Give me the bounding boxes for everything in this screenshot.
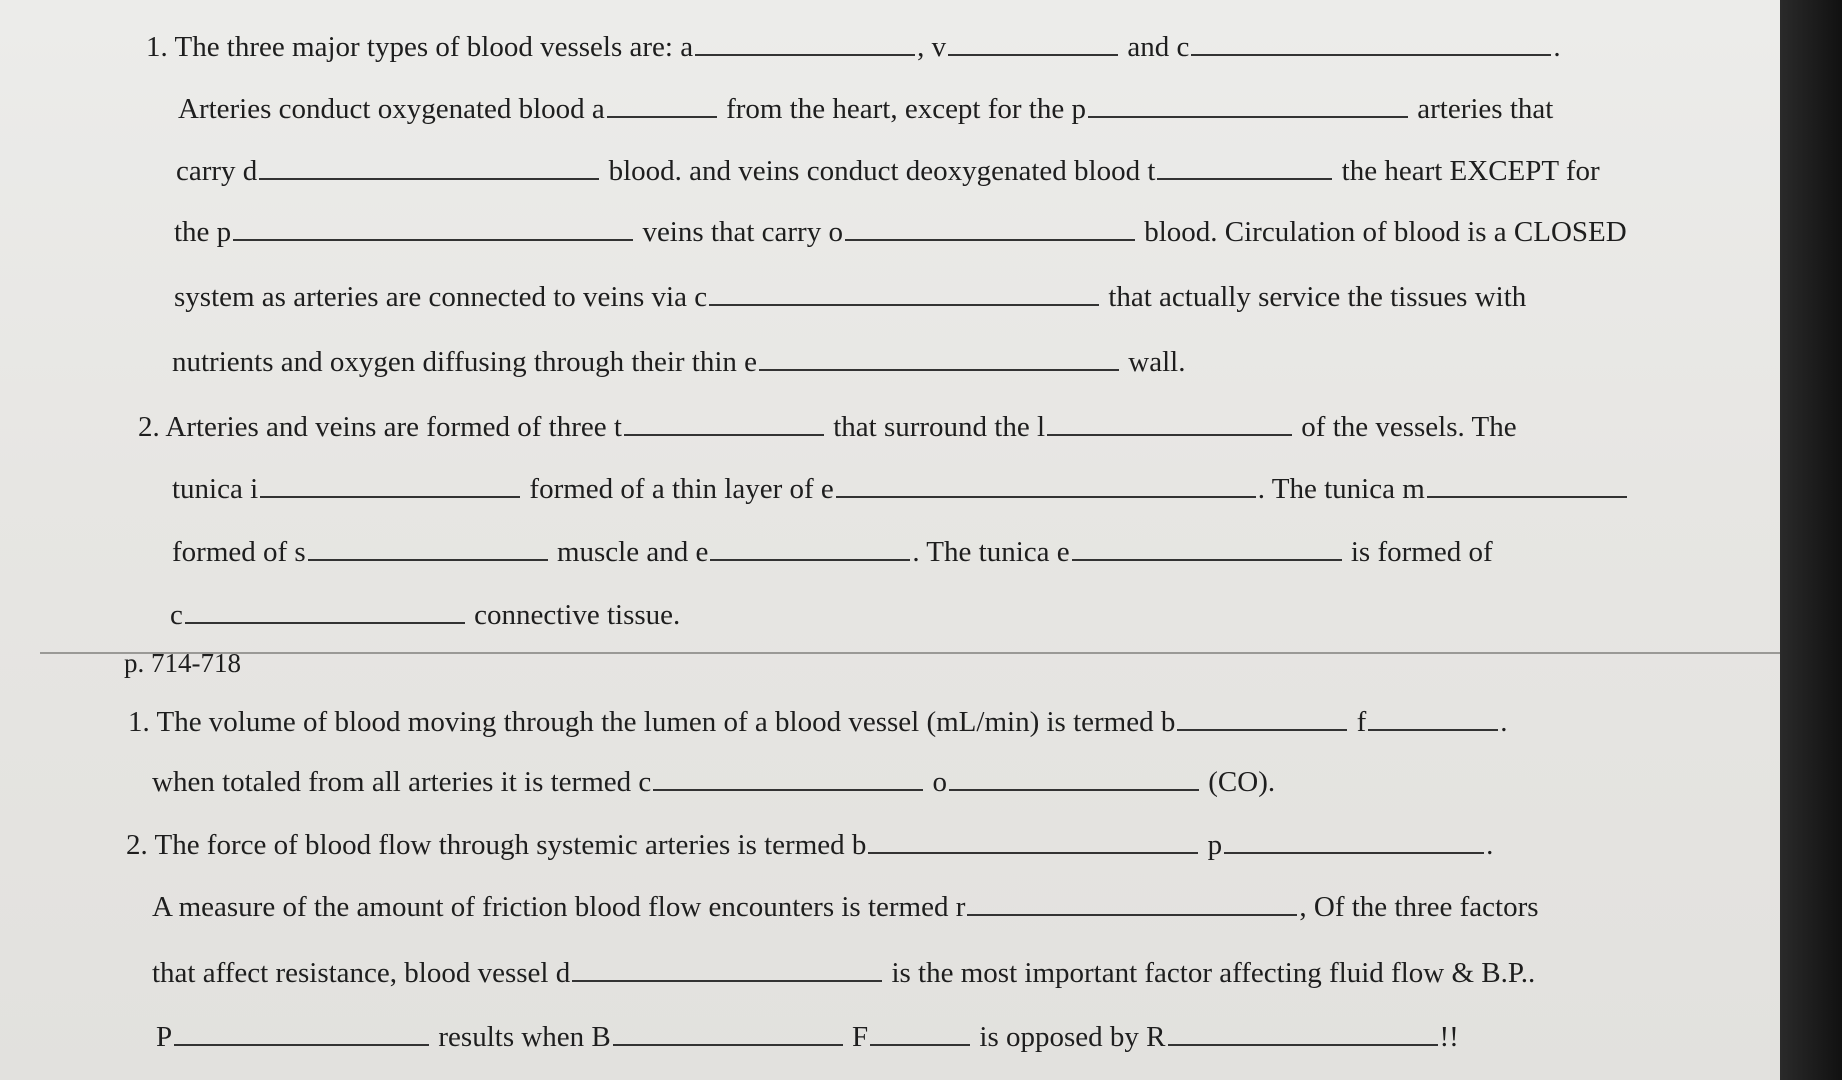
s1-q1-l1-text-v: , v	[917, 31, 947, 63]
s1-q2-line1	[138, 410, 1517, 444]
blank-capillaries-2[interactable]	[709, 282, 1099, 306]
s1-q1-l1-text-c: and c	[1127, 31, 1190, 63]
s1-q1-line1	[146, 30, 1561, 64]
s1-q1-l3-text-end: the heart EXCEPT for	[1341, 155, 1600, 187]
blank-endothelium[interactable]	[836, 474, 1256, 498]
s1-q2-l2-text-e: formed of a thin layer of e	[529, 473, 834, 505]
page-reference: p. 714-718	[124, 648, 241, 678]
s1-q2-l4-text-end: connective tissue.	[474, 599, 681, 631]
blank-blood-2[interactable]	[868, 830, 1198, 854]
section-divider	[40, 652, 1780, 654]
blank-oxygenated[interactable]	[845, 217, 1135, 241]
blank-blood[interactable]	[1177, 707, 1347, 731]
s1-q1-l2-text-p: from the heart, except for the p	[726, 93, 1086, 125]
s1-q2-l3-text-te: . The tunica e	[912, 536, 1070, 568]
blank-pressure-2[interactable]	[174, 1022, 429, 1046]
s2-q2-l2-text-end: , Of the three factors	[1299, 891, 1539, 923]
s2-q2-l4-text-f: F	[852, 1021, 869, 1053]
blank-deoxygenated[interactable]	[259, 156, 599, 180]
blank-media[interactable]	[1427, 474, 1627, 498]
s1-q1-l1-period: .	[1553, 31, 1561, 63]
s1-q1-l5-text-c: system as arteries are connected to veins via c	[174, 281, 708, 313]
s1-q2-l3-text-end: is formed of	[1350, 536, 1493, 568]
blank-pulmonary-arteries[interactable]	[1088, 94, 1408, 118]
s2-q2-line4	[156, 1020, 1459, 1054]
s2-q2-line2	[152, 890, 1539, 924]
blank-resistance[interactable]	[967, 892, 1297, 916]
s1-q2-l3-text-s: formed of s	[172, 536, 306, 568]
s1-q2-line2	[172, 472, 1629, 506]
blank-flow-2[interactable]	[870, 1022, 970, 1046]
blank-flow[interactable]	[1368, 707, 1498, 731]
s1-q1-l4-text-p: the p	[174, 216, 232, 248]
blank-away[interactable]	[607, 94, 717, 118]
blank-collagen[interactable]	[185, 600, 465, 624]
s1-q2-l2-text-m: . The tunica m	[1257, 473, 1425, 505]
s1-q2-l1-text-l: that surround the l	[833, 411, 1046, 443]
s1-q1-l1-text-a: 1. The three major types of blood vessels are: a	[146, 31, 694, 63]
s2-q2-l1-period: .	[1486, 829, 1494, 861]
s2-q1-l1-period: .	[1500, 706, 1508, 738]
s2-q2-l4-text-end: !!	[1439, 1021, 1459, 1053]
s2-q2-l1-text-p: p	[1207, 829, 1223, 861]
blank-resistance-2[interactable]	[1168, 1022, 1438, 1046]
blank-lumen[interactable]	[1047, 412, 1292, 436]
s1-q1-line3	[176, 154, 1600, 188]
blank-pulmonary-veins[interactable]	[233, 217, 633, 241]
s2-q1-l2-text-c: when totaled from all arteries it is termed c	[152, 766, 652, 798]
s2-q1-l1-text-f: f	[1356, 706, 1367, 738]
s2-q1-l2-text-o: o	[932, 766, 948, 798]
blank-endothelial[interactable]	[759, 347, 1119, 371]
s2-q1-line1	[128, 705, 1508, 739]
screen-edge	[1780, 0, 1842, 1080]
s1-q2-l2-text-i: tunica i	[172, 473, 259, 505]
s1-q1-l2-text-end: arteries that	[1417, 93, 1554, 125]
s1-q2-line4	[170, 598, 680, 632]
s1-q1-l3-text-d: carry d	[176, 155, 258, 187]
s2-q2-l1-text-b: 2. The force of blood flow through systemic arteries is termed b	[126, 829, 867, 861]
blank-blood-3[interactable]	[613, 1022, 843, 1046]
s1-q1-l2-text-a: Arteries conduct oxygenated blood a	[178, 93, 605, 125]
s1-q2-l1-text-t: 2. Arteries and veins are formed of three t	[138, 411, 622, 443]
blank-elastic[interactable]	[710, 537, 910, 561]
s1-q1-l6-text-e: nutrients and oxygen diffusing through their thin e	[172, 346, 758, 378]
s1-q2-l3-text-e: muscle and e	[556, 536, 709, 568]
s1-q1-line4	[174, 215, 1627, 249]
s1-q2-l4-text-c: c	[170, 599, 183, 631]
s1-q1-line2	[178, 92, 1553, 126]
s2-q2-l3-text-end: is the most important factor affecting fluid flow & B.P..	[891, 957, 1536, 989]
s2-q2-line3	[152, 956, 1535, 990]
s2-q2-l4-text-r: is opposed by R	[979, 1021, 1166, 1053]
s2-q1-line2	[152, 765, 1275, 799]
blank-toward[interactable]	[1157, 156, 1332, 180]
s2-q2-l4-text-b: results when B	[438, 1021, 611, 1053]
s2-q1-l2-text-end: (CO).	[1208, 766, 1276, 798]
blank-smooth[interactable]	[308, 537, 548, 561]
s1-q1-l4-text-end: blood. Circulation of blood is a CLOSED	[1144, 216, 1627, 248]
s2-q2-line1	[126, 828, 1493, 862]
blank-output[interactable]	[949, 767, 1199, 791]
s1-q1-line5	[174, 280, 1526, 314]
blank-capillaries[interactable]	[1191, 32, 1551, 56]
blank-tunics[interactable]	[624, 412, 824, 436]
s2-q2-l3-text-d: that affect resistance, blood vessel d	[152, 957, 571, 989]
s2-q2-l4-text-p: P	[156, 1021, 173, 1053]
blank-arteries[interactable]	[695, 32, 915, 56]
s1-q1-l3-text-t: blood. and veins conduct deoxygenated blood t	[608, 155, 1156, 187]
s2-q1-l1-text-b: 1. The volume of blood moving through the lumen of a blood vessel (mL/min) is termed b	[128, 706, 1176, 738]
blank-pressure[interactable]	[1224, 830, 1484, 854]
blank-diameter[interactable]	[572, 958, 882, 982]
s1-q1-l5-text-end: that actually service the tissues with	[1108, 281, 1527, 313]
s1-q2-l1-text-end: of the vessels. The	[1301, 411, 1517, 443]
blank-veins[interactable]	[948, 32, 1118, 56]
blank-intima[interactable]	[260, 474, 520, 498]
s1-q1-l6-text-end: wall.	[1128, 346, 1186, 378]
s1-q1-line6	[172, 345, 1185, 379]
s2-q2-l2-text-r: A measure of the amount of friction blood flow encounters is termed r	[152, 891, 966, 923]
s1-q1-l4-text-o: veins that carry o	[642, 216, 843, 248]
blank-cardiac[interactable]	[653, 767, 923, 791]
s1-q2-line3	[172, 535, 1493, 569]
blank-externa[interactable]	[1072, 537, 1342, 561]
